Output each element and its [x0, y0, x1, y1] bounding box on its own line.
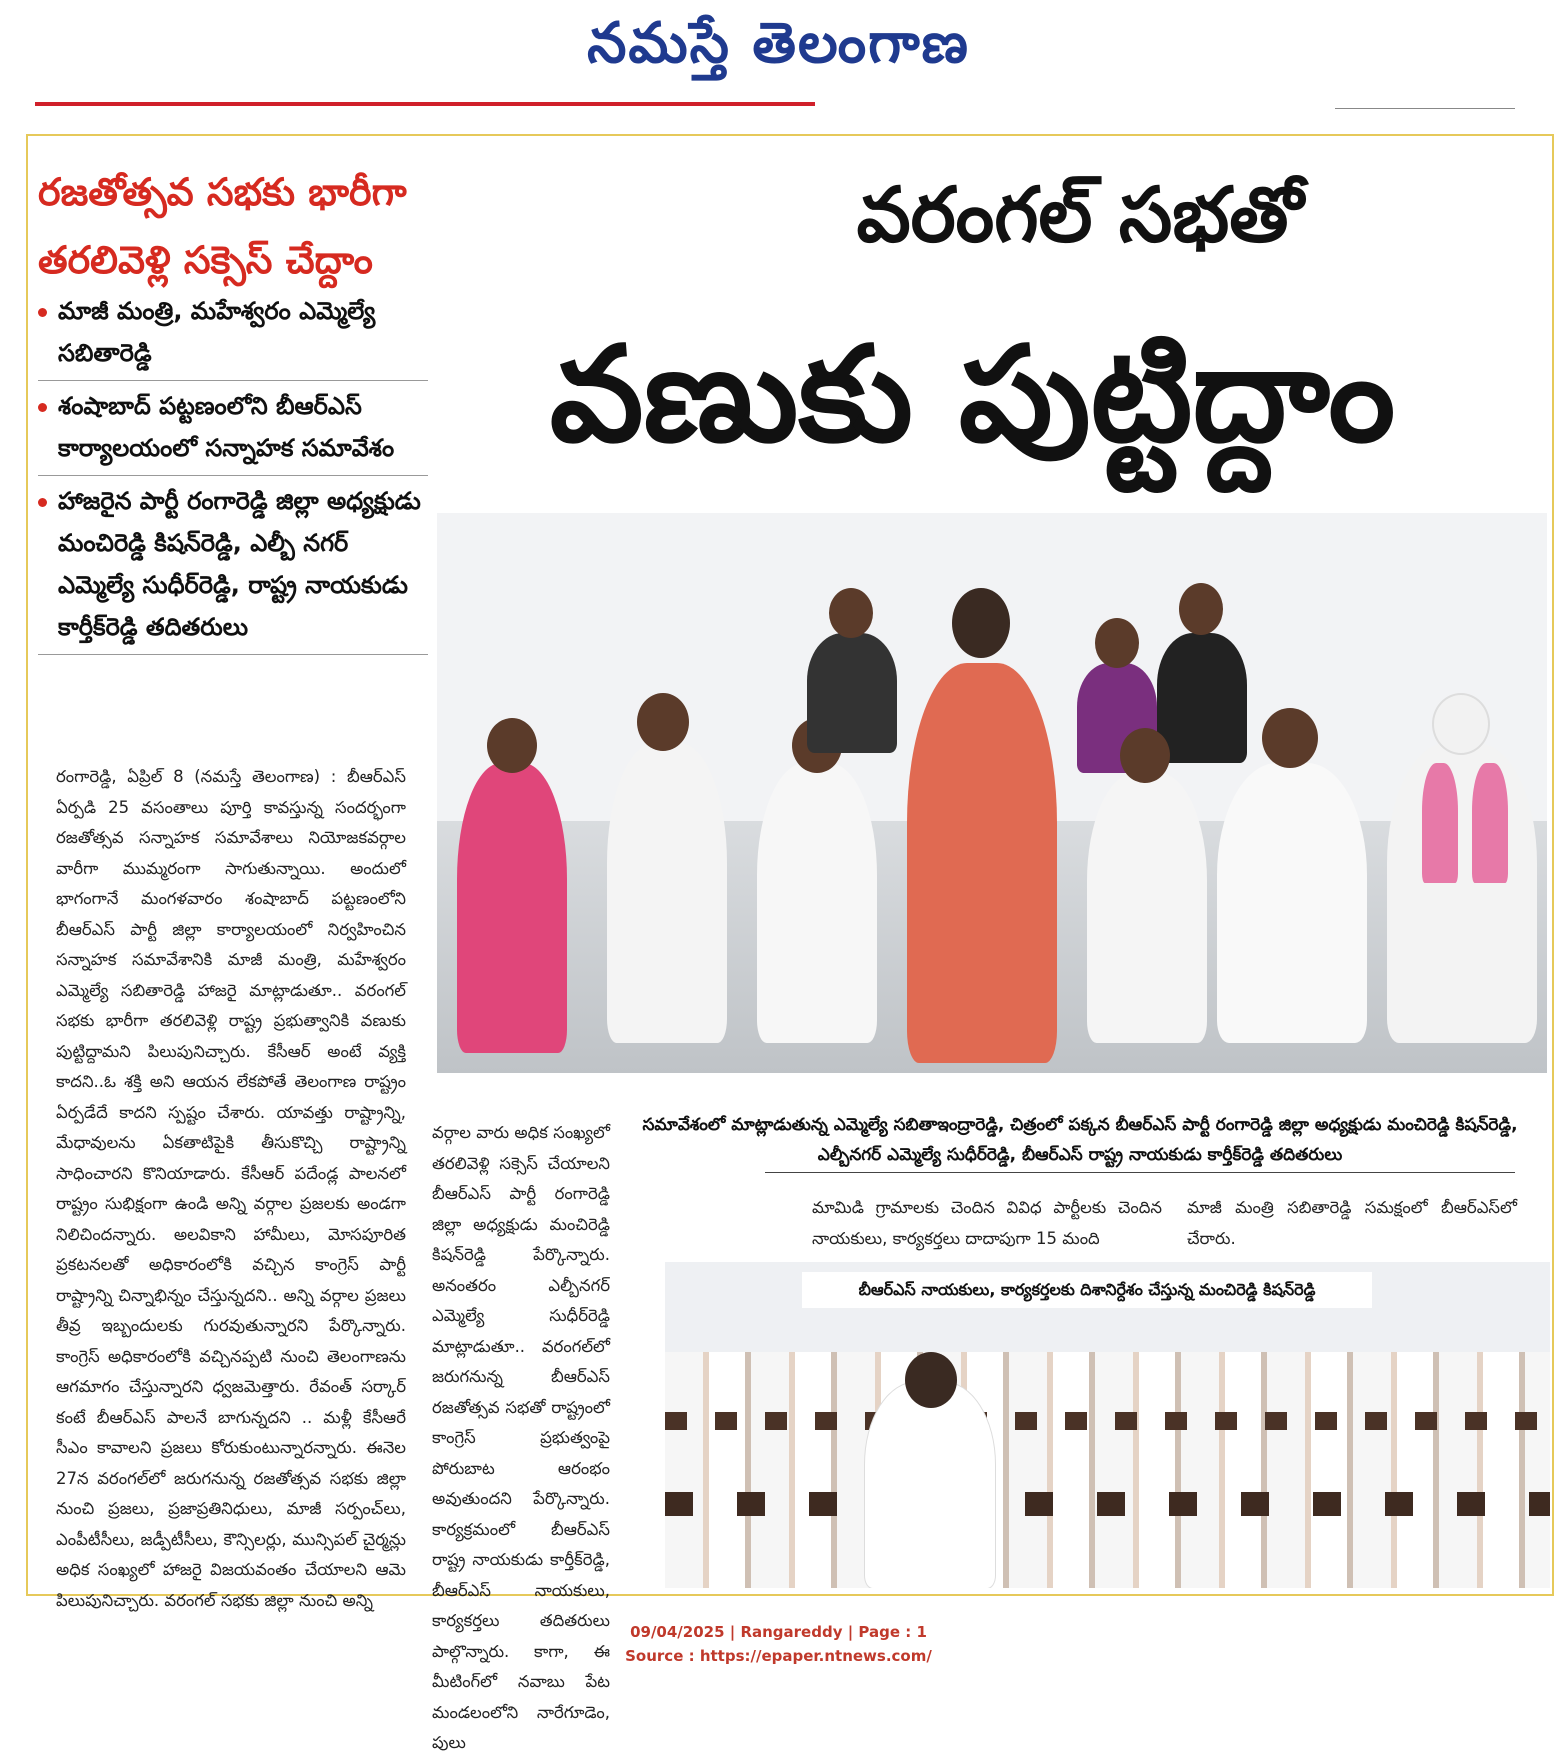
- bullet-item: [38, 480, 428, 655]
- bullet-item: [38, 290, 428, 381]
- bullet-dot-icon: [38, 498, 47, 507]
- bullet-item: [38, 385, 428, 476]
- article-body-column-1: రంగారెడ్డి, ఏప్రిల్ 8 (నమస్తే తెలంగాణ) : బీఆర్ఎస్ ఏర్పడి 25 వసంతాలు పూర్తి కావస్తున్న సందర్భంగా రజతోత్సవ సన్నాహక సమావేశాలు నియోజకవర్గాల వారీగా ముమ్మరంగా సాగుతున్నాయి. అందులో భాగంగానే మంగళవారం శంషాబాద్ పట్టణంలోని బీఆర్ఎస్ పార్టీ జిల్లా కార్యాలయంలో నిర్వహించిన సన్నాహక సమావేశానికి మాజీ మంత్రి, మహేశ్వరం ఎమ్మెల్యే సబితారెడ్డి హాజరై మాట్లాడుతూ.. వరంగల్ సభకు భారీగా తరలివెళ్లి రాష్ట్ర ప్రభుత్వానికి వణుకు పుట్టిద్దామని పిలుపునిచ్చారు. కేసీఆర్ అంటే వ్యక్తి కాదని..ఓ శక్తి అని ఆయన లేకపోతే తెలంగాణ రాష్ట్రం ఏర్పడేదే కాదని స్పష్టం చేశారు. యావత్తు రాష్ట్రాన్ని, మేధావులను ఏకతాటిపైకి తీసుకొచ్చి రాష్ట్రాన్ని సాధించారని కొనియాడారు. కేసీఆర్ పదేండ్ల పాలనలో రాష్ట్రం సుభిక్షంగా ఉండి అన్ని వర్గాల ప్రజలకు అండగా నిలిచిందన్నారు. అలవికాని హామీలు, మోసపూరిత ప్రకటనలతో అధికారంలోకి వచ్చిన కాంగ్రెస్ పార్టీ రాష్ట్రాన్ని చిన్నాభిన్నం చేస్తున్నదని.. అన్ని వర్గాల ప్రజలు తీవ్ర ఇబ్బందులకు గురవుతున్నారని పేర్కొన్నారు. కాంగ్రెస్ అధికారంలోకి వచ్చినప్పటి నుంచి తెలంగాణను ఆగమాగం చేస్తున్నారని ధ్వజమెత్తారు. రేవంత్ సర్కార్ కంటే బీఆర్ఎస్ పాలనే బాగున్నదని .. మళ్లీ కేసీఆరే సీఎం కావాలని ప్రజలు కోరుకుంటున్నారన్నారు. ఈనెల 27న వరంగల్‌లో జరుగనున్న రజతోత్సవ సభకు జిల్లా నుంచి ప్రజలు, ప్రజాప్రతినిధులు, మాజీ సర్పంచ్‌లు, ఎంపీటీసీలు, జడ్పీటీసీలు, కౌన్సిలర్లు, మున్సిపల్ చైర్మన్లు అధిక సంఖ్యలో హాజరై విజయవంతం చేయాలని ఆమె పిలుపునిచ్చారు. వరంగల్ సభకు జిల్లా నుంచి అన్ని: [56, 767, 406, 1610]
- crowd-photo-caption: బీఆర్ఎస్ నాయకులు, కార్యకర్తలకు దిశానిర్దేశం చేస్తున్న మంచిరెడ్డి కిషన్‌రెడ్డి: [802, 1272, 1372, 1308]
- person-head: [1095, 618, 1139, 668]
- pink-scarf: [1422, 763, 1458, 883]
- caption-line1: సమావేశంలో మాట్లాడుతున్న ఎమ్మెల్యే సబితాఇంద్రారెడ్డి, చిత్రంలో పక్కన బీఆర్ఎస్ పార్టీ రంగారెడ్డి జిల్లా అధ్యక్షుడు మంచిరెడ్డి కిషన్‌రెడ్డి,: [642, 1115, 1518, 1135]
- speaker-back: [865, 1382, 995, 1588]
- person-head: [1120, 728, 1170, 783]
- seated-person: [1087, 773, 1207, 1043]
- sidebar-bullets: [38, 290, 428, 659]
- main-headline-line2: వణుకు పుట్టిద్దాం: [549, 318, 1396, 472]
- speaker-head: [952, 588, 1010, 658]
- footer-source: Source : https://epaper.ntnews.com/: [625, 1647, 932, 1665]
- standing-person: [1157, 633, 1247, 763]
- sidebar-headline-line2: తరలివెళ్లి సక్సెస్ చేద్దాం: [38, 238, 373, 282]
- seated-person: [457, 763, 567, 1053]
- masthead-grey-rule: [1335, 108, 1515, 109]
- masthead-title: నమస్తే తెలంగాణ: [587, 10, 970, 76]
- caption-line2: ఎల్బీనగర్ ఎమ్మెల్యే సుధీర్‌రెడ్డి, బీఆర్ఎస్ రాష్ట్ర నాయకుడు కార్తీక్‌రెడ్డి తదితరులు: [817, 1145, 1343, 1165]
- pink-scarf: [1472, 763, 1508, 883]
- sidebar-headline-line1: రజతోత్సవ సభకు భారీగా: [38, 170, 407, 214]
- person-head: [487, 718, 537, 773]
- crowd-photo: [665, 1262, 1550, 1588]
- speaker-head: [905, 1352, 957, 1408]
- caption-rule: [765, 1172, 1515, 1173]
- person-cap: [1432, 693, 1490, 755]
- seated-person: [1387, 743, 1537, 1043]
- person-head: [1179, 583, 1223, 635]
- sidebar-headline: [38, 158, 538, 294]
- crowd-heads: [665, 1412, 1550, 1430]
- bullet-dot-icon: [38, 308, 47, 317]
- person-head: [1262, 708, 1318, 768]
- article-body-column-4: మాజీ మంత్రి సబితారెడ్డి సమక్షంలో బీఆర్ఎస్‌లో చేరారు.: [1187, 1198, 1517, 1248]
- speaker-person: [907, 663, 1057, 1063]
- standing-person: [807, 633, 897, 753]
- masthead-red-rule: [35, 102, 815, 106]
- bullet-text: శంషాబాద్ పట్టణంలోని బీఆర్ఎస్ కార్యాలయంలో సన్నాహక సమావేశం: [58, 392, 395, 462]
- article-body-column-3: మామిడి గ్రామాలకు చెందిన వివిధ పార్టీలకు చెందిన నాయకులు, కార్యకర్తలు దాదాపుగా 15 మంది: [812, 1198, 1162, 1248]
- bullet-text: మాజీ మంత్రి, మహేశ్వరం ఎమ్మెల్యే సబితారెడ్డి: [58, 297, 376, 367]
- bullet-text: హాజరైన పార్టీ రంగారెడ్డి జిల్లా అధ్యక్షుడు మంచిరెడ్డి కిషన్‌రెడ్డి, ఎల్బీ నగర్ ఎమ్మెల్యే సుధీర్‌రెడ్డి, రాష్ట్ర నాయకుడు కార్తీక్‌రెడ్డి తదితరులు: [58, 487, 421, 641]
- seated-person: [607, 743, 727, 1043]
- article-body-column-2: వర్గాల వారు అధిక సంఖ్యలో తరలివెళ్లి సక్సెస్ చేయాలని బీఆర్ఎస్ పార్టీ రంగారెడ్డి జిల్లా అధ్యక్షుడు మంచిరెడ్డి కిషన్‌రెడ్డి పేర్కొన్నారు. అనంతరం ఎల్బీనగర్ ఎమ్మెల్యే సుధీర్‌రెడ్డి మాట్లాడుతూ.. వరంగల్‌లో జరుగనున్న బీఆర్ఎస్ రజతోత్సవ సభతో రాష్ట్రంలో కాంగ్రెస్ ప్రభుత్వంపై పోరుబాట ఆరంభం అవుతుందని పేర్కొన్నారు. కార్యక్రమంలో బీఆర్ఎస్ రాష్ట్ర నాయకుడు కార్తీక్‌రెడ్డి, బీఆర్ఎస్ నాయకులు, కార్యకర్తలు తదితరులు పాల్గొన్నారు. కాగా, ఈ మీటింగ్‌లో నవాబు పేట మండలంలోని నారేగూడెం, పులు: [432, 1123, 610, 1752]
- bullet-dot-icon: [38, 403, 47, 412]
- person-head: [829, 588, 873, 638]
- meeting-photo-caption: [620, 1110, 1540, 1170]
- meeting-photo: [437, 513, 1547, 1073]
- crowd-heads-front: [665, 1492, 1550, 1516]
- person-head: [637, 693, 689, 751]
- footer-date-edition: 09/04/2025 | Rangareddy | Page : 1: [630, 1623, 927, 1641]
- seated-person: [1217, 763, 1367, 1043]
- crowd-rows: [665, 1352, 1550, 1588]
- page-footer: [0, 1620, 1557, 1668]
- seated-person: [757, 763, 877, 1043]
- main-headline-line1: వరంగల్ సభతో: [856, 170, 1304, 259]
